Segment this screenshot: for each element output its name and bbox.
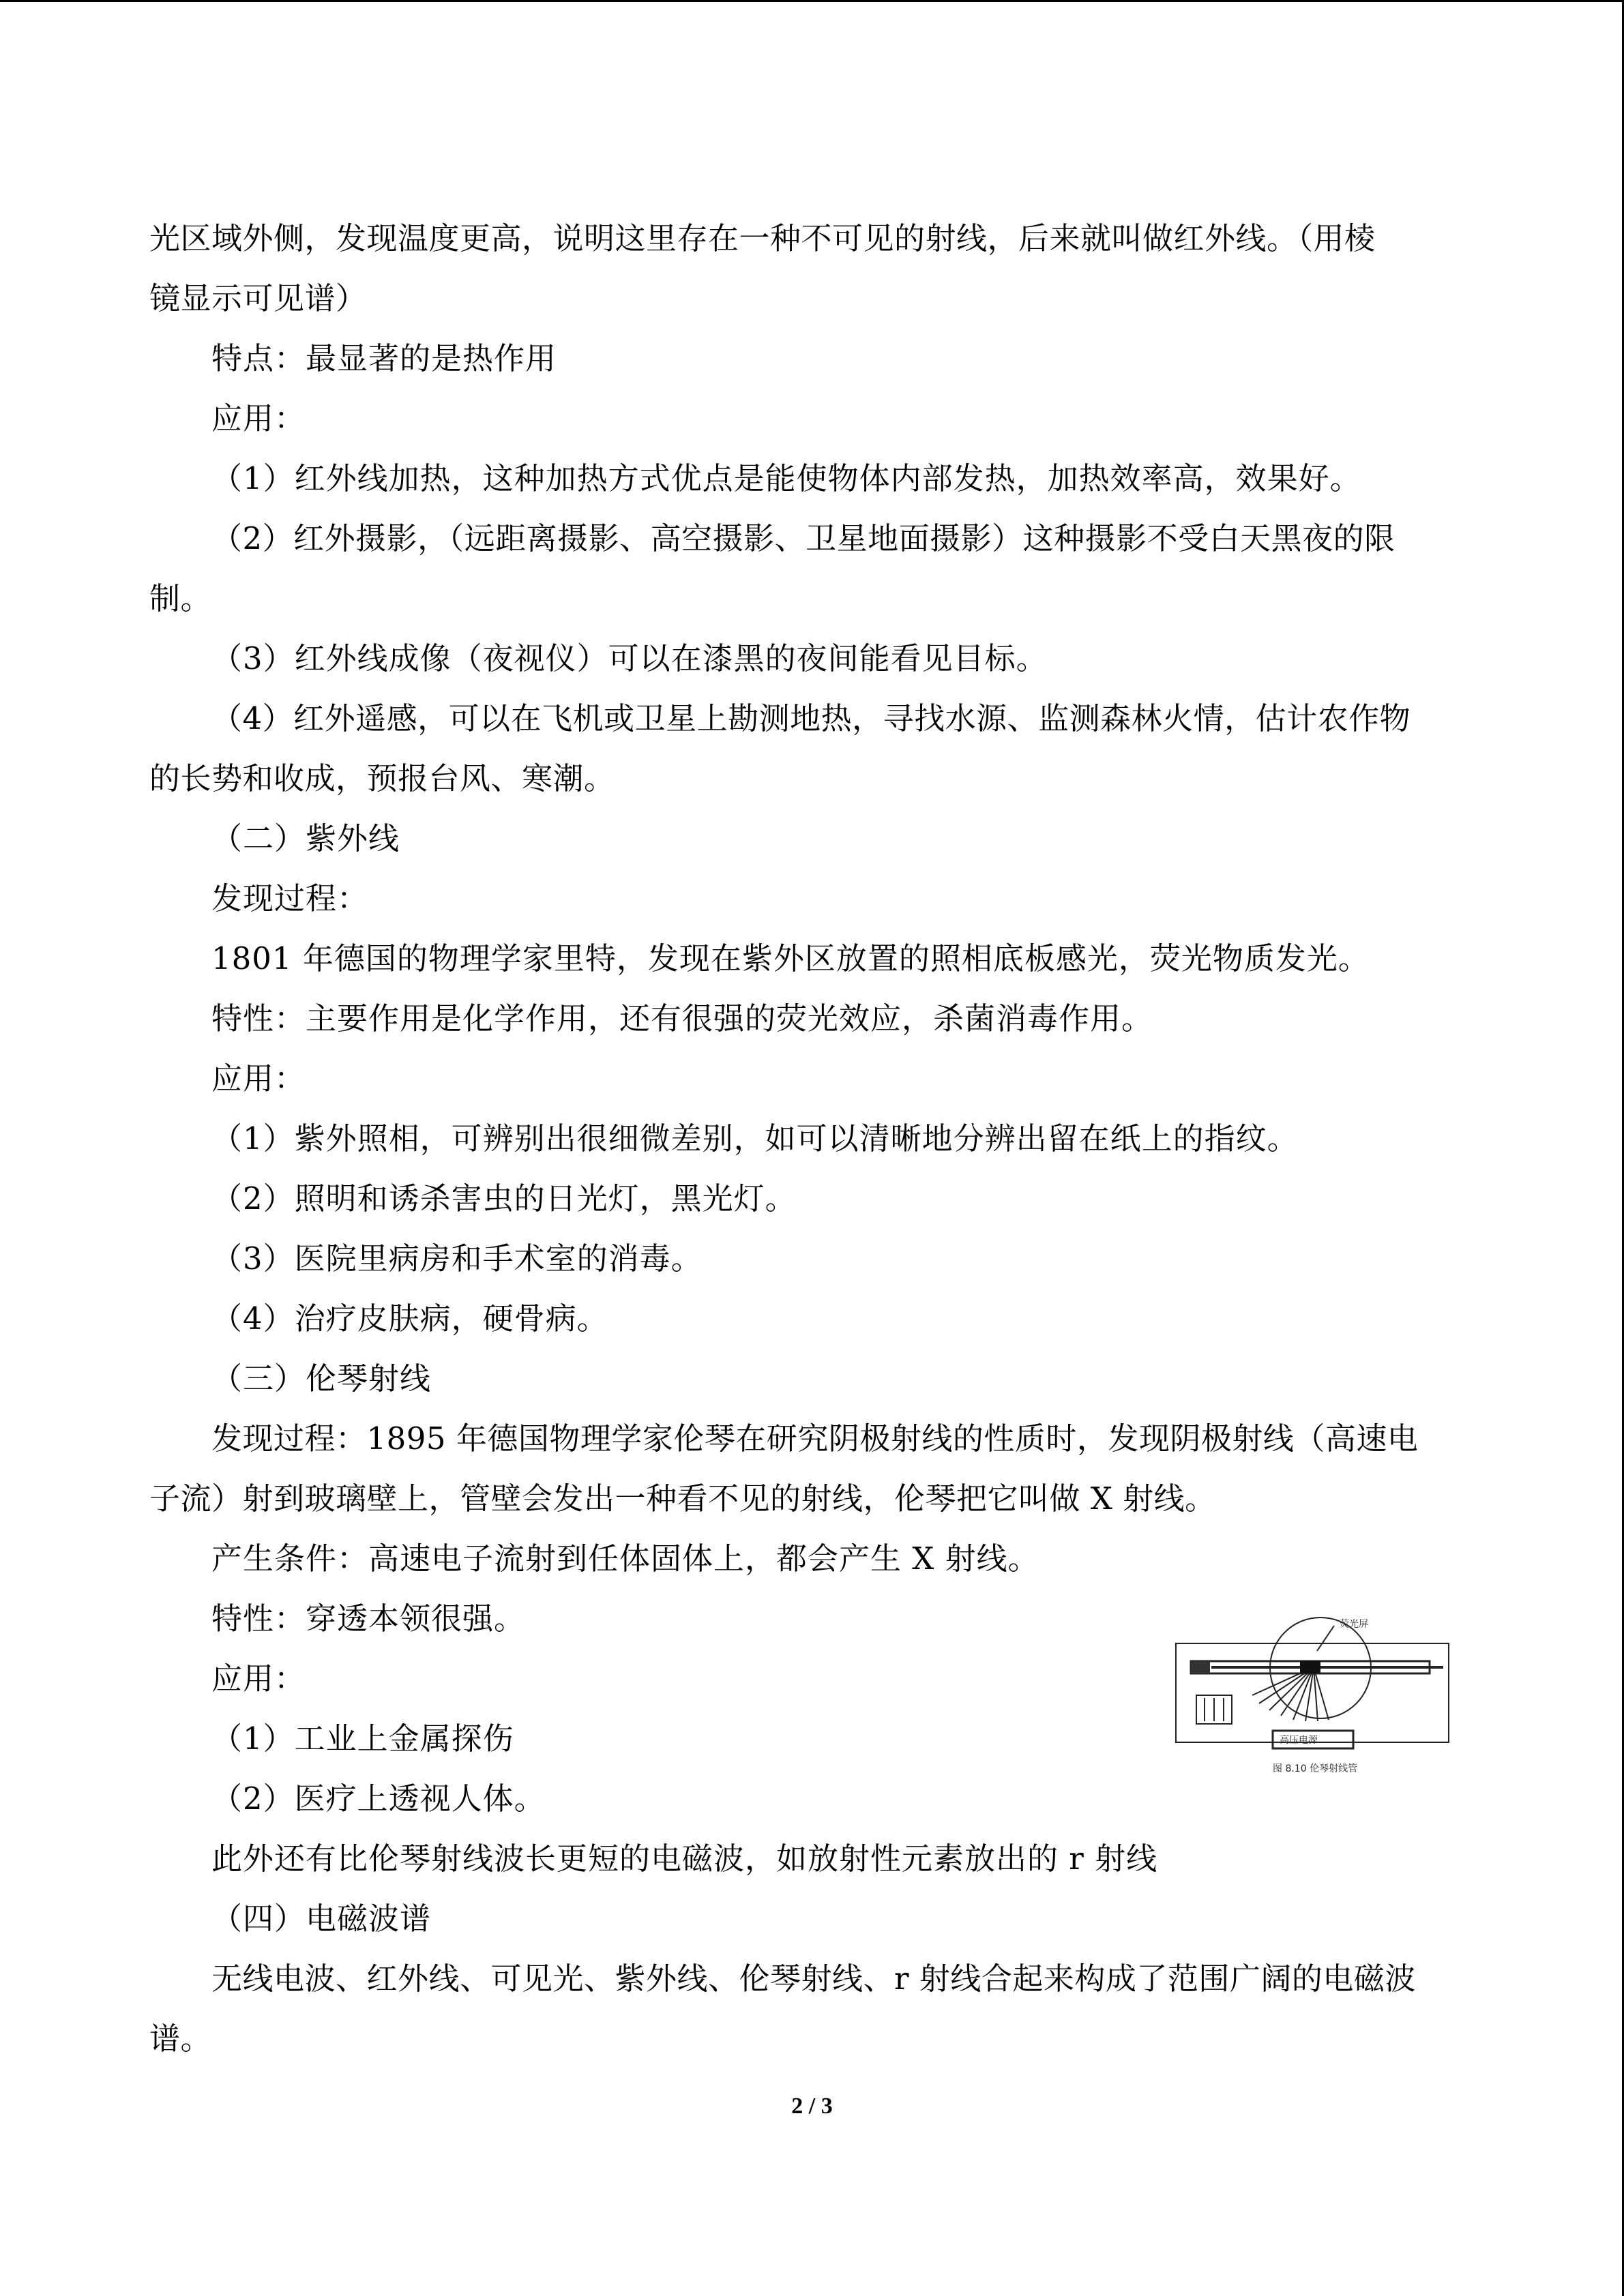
anode-block bbox=[1300, 1661, 1320, 1673]
section-heading-xray: （三）伦琴射线 bbox=[211, 1360, 432, 1397]
paragraph-infrared-app-1: （1）红外线加热，这种加热方式优点是能使物体内部发热，加热效率高，效果好。 bbox=[211, 460, 1361, 496]
cathode-block bbox=[1191, 1661, 1210, 1673]
paragraph-uv-discovery: 1801 年德国的物理学家里特，发现在紫外区放置的照相底板感光，荧光物质发光。 bbox=[211, 940, 1370, 976]
paragraph-infrared-feature: 特点：最显著的是热作用 bbox=[211, 340, 557, 376]
paragraph-spectrum bbox=[149, 1949, 1474, 2069]
paragraph-uv-app-1: （1）紫外照相，可辨别出很细微差别，如可以清晰地分辨出留在纸上的指纹。 bbox=[211, 1120, 1299, 1157]
page-border-top bbox=[0, 0, 1624, 2]
document-body bbox=[149, 209, 1474, 2069]
paragraph-uv-discovery-heading: 发现过程： bbox=[211, 880, 369, 916]
text-line: 光区域外侧，发现温度更高，说明这里存在一种不可见的射线，后来就叫做红外线。（用棱 bbox=[149, 220, 1376, 256]
section-heading-spectrum: （四）电磁波谱 bbox=[211, 1900, 432, 1937]
text-line: 制。 bbox=[149, 580, 212, 616]
paragraph-uv-app-3: （3）医院里病房和手术室的消毒。 bbox=[211, 1240, 703, 1277]
paragraph-xray-app-1: （1）工业上金属探伤 bbox=[211, 1720, 514, 1757]
text-line: 谱。 bbox=[149, 2021, 212, 2057]
xray-tube-diagram bbox=[1170, 1613, 1464, 1780]
paragraph-xray-discovery bbox=[149, 1409, 1474, 1529]
text-line: 的长势和收成，预报台风、寒潮。 bbox=[149, 760, 615, 796]
paragraph-infrared-discovery bbox=[149, 209, 1474, 329]
label-leader bbox=[1317, 1626, 1334, 1651]
paragraph-uv-app-4: （4）治疗皮肤病，硬骨病。 bbox=[211, 1300, 608, 1337]
circuit-frame bbox=[1176, 1643, 1449, 1742]
paragraph-xray-applications-heading: 应用： bbox=[211, 1660, 306, 1697]
figure-label-screen: 荧光屏 bbox=[1340, 1619, 1368, 1630]
text-line: 镜显示可见谱） bbox=[149, 280, 367, 316]
ray-line bbox=[1305, 1667, 1314, 1721]
paragraph-infrared-app-4 bbox=[149, 689, 1474, 809]
paragraph-xray-properties: 特性：穿透本领很强。 bbox=[211, 1600, 526, 1637]
paragraph-xray-conditions: 产生条件：高速电子流射到任体固体上，都会产生 X 射线。 bbox=[211, 1540, 1039, 1577]
text-line: 子流）射到玻璃壁上，管壁会发出一种看不见的射线，伦琴把它叫做 X 射线。 bbox=[149, 1480, 1216, 1517]
paragraph-infrared-applications-heading: 应用： bbox=[211, 400, 306, 436]
xray-tube-figure bbox=[1170, 1613, 1464, 1780]
paragraph-uv-applications-heading: 应用： bbox=[211, 1060, 306, 1097]
paragraph-uv-app-2: （2）照明和诱杀害虫的日光灯，黑光灯。 bbox=[211, 1180, 797, 1217]
text-line: （2）红外摄影，（远距离摄影、高空摄影、卫星地面摄影）这种摄影不受白天黑夜的限 bbox=[211, 520, 1396, 556]
figure-label-power: 高压电源 bbox=[1280, 1735, 1318, 1746]
text-line: 无线电波、红外线、可见光、紫外线、伦琴射线、r 射线合起来构成了范围广阔的电磁波 bbox=[211, 1960, 1416, 1997]
paragraph-infrared-app-3: （3）红外线成像（夜视仪）可以在漆黑的夜间能看见目标。 bbox=[211, 640, 1048, 676]
text-line: （4）红外遥感，可以在飞机或卫星上勘测地热，寻找水源、监测森林火情，估计农作物 bbox=[211, 700, 1411, 736]
paragraph-xray-app-2: （2）医疗上透视人体。 bbox=[211, 1780, 546, 1817]
text-line: 发现过程：1895 年德国物理学家伦琴在研究阴极射线的性质时，发现阴极射线（高速电 bbox=[211, 1420, 1419, 1457]
section-heading-ultraviolet: （二）紫外线 bbox=[211, 820, 400, 856]
figure-caption: 图 8.10 伦琴射线管 bbox=[1273, 1763, 1358, 1774]
paragraph-uv-properties: 特性：主要作用是化学作用，还有很强的荧光效应，杀菌消毒作用。 bbox=[211, 1000, 1153, 1037]
page-number: 2 / 3 bbox=[791, 2093, 833, 2119]
paragraph-infrared-app-2 bbox=[149, 509, 1474, 629]
paragraph-gamma-note: 此外还有比伦琴射线波长更短的电磁波，如放射性元素放出的 r 射线 bbox=[211, 1840, 1158, 1877]
